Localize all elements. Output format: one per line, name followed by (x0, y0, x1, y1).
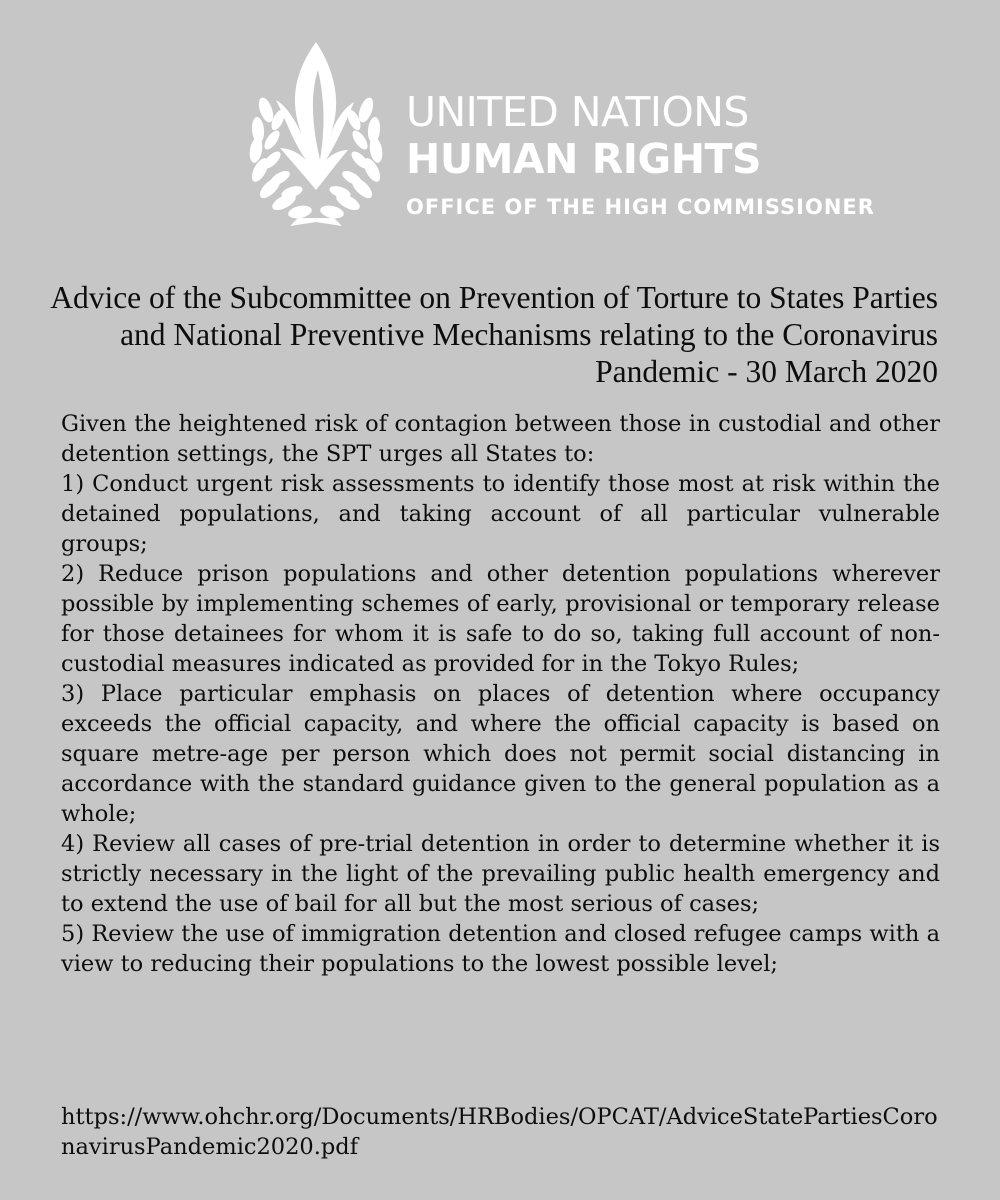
list-item: 1) Conduct urgent risk assessments to identify those most at risk within the detained populations, and taking account of all particular vulnerable groups; (61, 471, 940, 557)
list-item: 5) Review the use of immigration detention and closed refugee camps with a view to reducing their populations to the lowest possible level; (61, 921, 940, 977)
ohchr-logo (236, 40, 875, 230)
logo-line-office: OFFICE OF THE HIGH COMMISSIONER (406, 195, 875, 219)
logo-line-human-rights: HUMAN RIGHTS (406, 135, 762, 183)
list-item: 2) Reduce prison populations and other detention populations wherever possible by implementing schemes of early, provisional or temporary release for those detainees for whom it is safe to do so, taking full account of non-custodial measures indicated as provided for in the Tokyo Rules; (61, 561, 940, 677)
document-title: Advice of the Subcommittee on Prevention of Torture to States Parties and National Preventive Mechanisms relating to the Coronavirus Pandemic - 30 March 2020 (50, 280, 938, 389)
logo-line-united-nations: UNITED NATIONS (406, 88, 749, 136)
document-body (61, 409, 940, 979)
un-human-rights-flame-laurel-icon (236, 40, 396, 230)
logo-wordmark (406, 88, 875, 219)
intro-paragraph: Given the heightened risk of contagion between those in custodial and other detention settings, the SPT urges all States to: (61, 411, 940, 467)
list-item: 3) Place particular emphasis on places of detention where occupancy exceeds the official capacity, and where the official capacity is based on square metre-age per person which does not permit social distancing in accordance with the standard guidance given to the general population as a whole; (61, 681, 940, 827)
list-item: 4) Review all cases of pre-trial detention in order to determine whether it is strictly necessary in the light of the prevailing public health emergency and to extend the use of bail for all but the most serious of cases; (61, 831, 940, 917)
source-url: https://www.ohchr.org/Documents/HRBodies/OPCAT/AdviceStatePartiesCoronavirusPandemic2020.pdf (61, 1104, 938, 1160)
